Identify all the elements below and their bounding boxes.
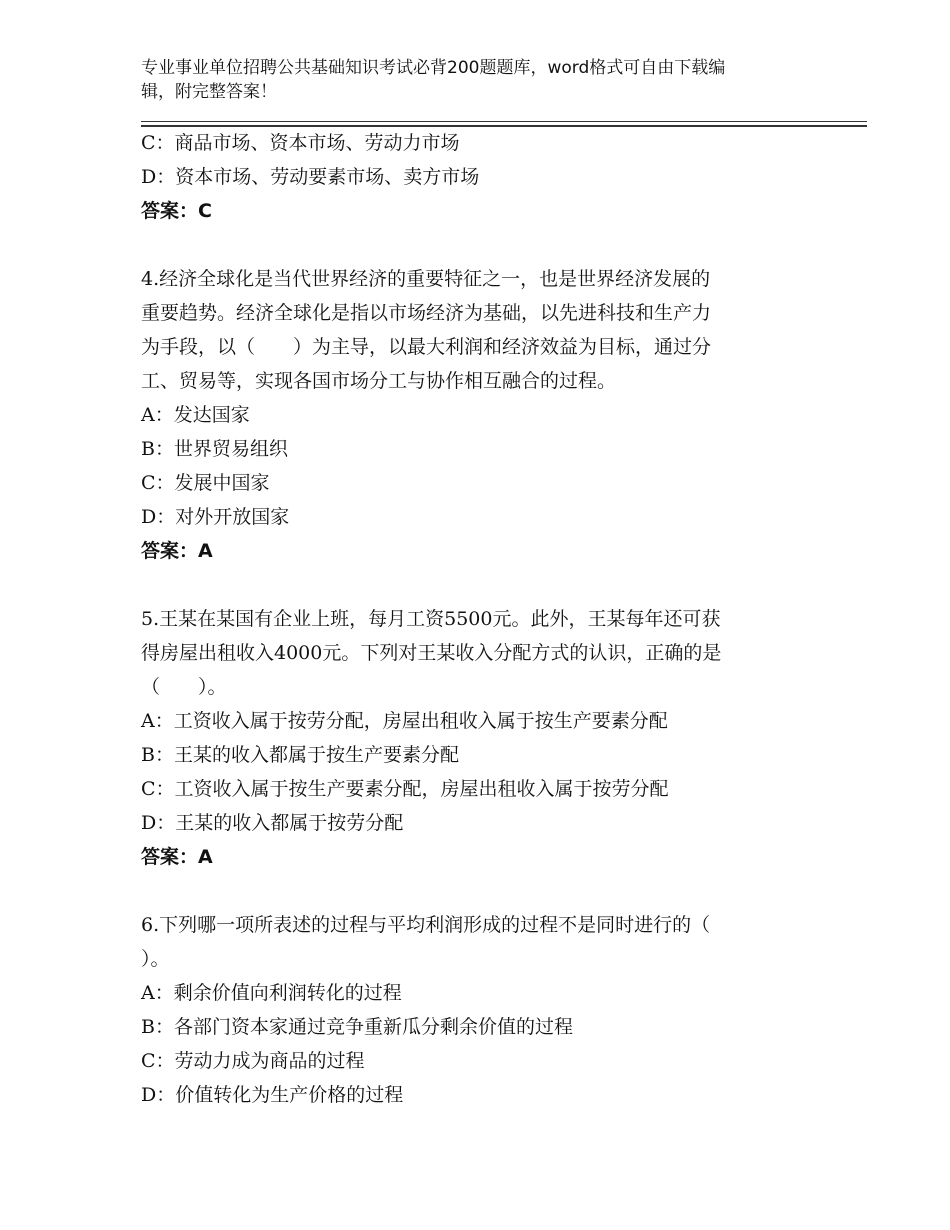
answer-line: 答案：A — [141, 540, 213, 562]
header-rule-thin — [141, 121, 867, 122]
question-text-line: 为手段，以（ ）为主导，以最大利润和经济效益为目标，通过分 — [141, 336, 712, 358]
question-5 — [141, 602, 807, 874]
option-b: B：王某的收入都属于按生产要素分配 — [141, 744, 459, 766]
prev-question-tail — [141, 126, 807, 228]
question-text-line: 5.王某在某国有企业上班，每月工资5500元。此外，王某每年还可获 — [141, 608, 721, 630]
option-a: A：剩余价值向利润转化的过程 — [141, 982, 402, 1004]
option-d: D：价值转化为生产价格的过程 — [141, 1084, 404, 1106]
option-b: B：各部门资本家通过竞争重新瓜分剩余价值的过程 — [141, 1016, 573, 1038]
option-a: A：工资收入属于按劳分配，房屋出租收入属于按生产要素分配 — [141, 710, 668, 732]
header-line-1: 专业事业单位招聘公共基础知识考试必背200题题库，word格式可自由下载编 — [141, 58, 726, 78]
answer-line: 答案：A — [141, 846, 213, 868]
option-a: A：发达国家 — [141, 404, 250, 426]
answer-line: 答案：C — [141, 200, 212, 222]
option-c: C：商品市场、资本市场、劳动力市场 — [141, 132, 460, 154]
question-text-line: （ ）。 — [141, 676, 227, 698]
question-6 — [141, 908, 807, 1112]
header-line-2: 辑，附完整答案！ — [141, 82, 277, 102]
option-c: C：发展中国家 — [141, 472, 270, 494]
option-d: D：对外开放国家 — [141, 506, 290, 528]
question-text-line: 得房屋出租收入4000元。下列对王某收入分配方式的认识，正确的是 — [141, 642, 722, 664]
page-header — [141, 56, 791, 104]
question-text-line: 工、贸易等，实现各国市场分工与协作相互融合的过程。 — [141, 370, 617, 392]
option-c: C：工资收入属于按生产要素分配，房屋出租收入属于按劳分配 — [141, 778, 669, 800]
question-text-line: ）。 — [141, 948, 170, 970]
document-body — [141, 126, 807, 1112]
question-text-line: 重要趋势。经济全球化是指以市场经济为基础，以先进科技和生产力 — [141, 302, 712, 324]
option-d: D：资本市场、劳动要素市场、卖方市场 — [141, 166, 480, 188]
option-d: D：王某的收入都属于按劳分配 — [141, 812, 404, 834]
option-b: B：世界贸易组织 — [141, 438, 288, 460]
question-text-line: 4.经济全球化是当代世界经济的重要特征之一，也是世界经济发展的 — [141, 268, 711, 290]
option-c: C：劳动力成为商品的过程 — [141, 1050, 365, 1072]
question-text-line: 6.下列哪一项所表述的过程与平均利润形成的过程不是同时进行的（ — [141, 914, 711, 936]
question-4 — [141, 262, 807, 568]
